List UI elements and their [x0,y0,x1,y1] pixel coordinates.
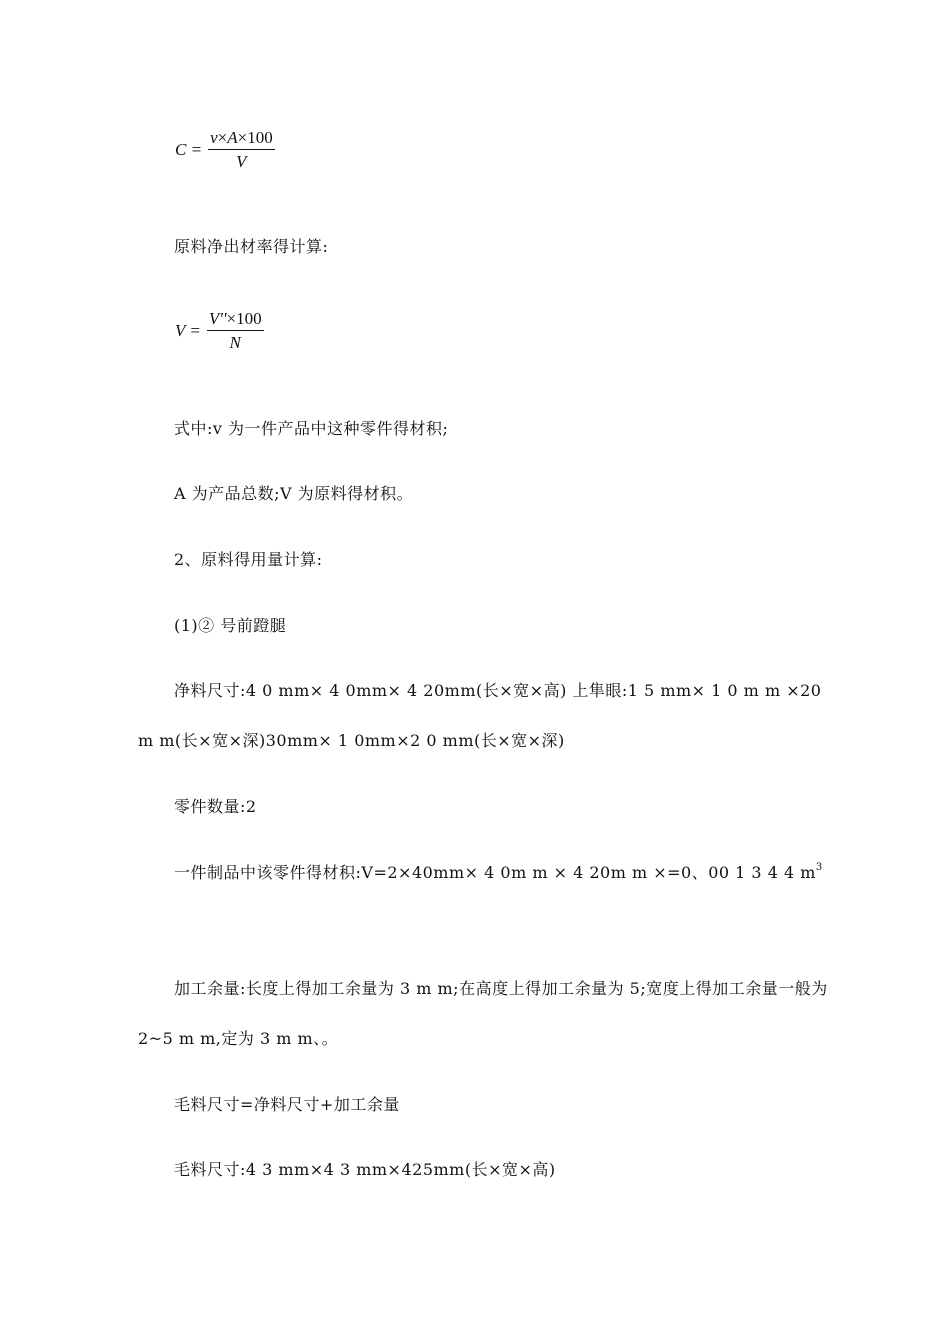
numerator [207,309,264,331]
allowance-paragraph: 加工余量:长度上得加工余量为 3 m m;在高度上得加工余量为 5;宽度上得加工余量一般为 2~5 m m,定为 3 m m、。 [138,979,828,1048]
formula-lhs: V = [175,321,201,340]
item-title: (1)② 号前蹬腿 [174,616,287,635]
part-quantity: 零件数量:2 [174,797,257,816]
cubic-superscript: 3 [815,862,823,873]
times-sign: × [217,128,228,147]
where-line-2: A 为产品总数;V 为原料得材积。 [174,484,414,503]
var-v: v [210,128,218,147]
formula-net-yield [175,309,264,353]
net-size-paragraph: 净料尺寸:4 0 mm× 4 0mm× 4 20mm(长×宽×高) 上隼眼:1 5 mm× 1 0 m m ×20 m m(长×宽×深)30mm× 1 0mm×2 0 mm(长×宽×深) [138,681,822,750]
denominator: V [236,152,247,171]
var-v-double-prime: V'' [208,309,227,328]
formula-lhs: C = [175,140,203,159]
times-sign: × [226,309,237,328]
var-A: A [227,128,238,147]
times-sign: × [237,128,248,147]
fraction [208,128,275,172]
numerator [208,128,275,150]
volume-paragraph [138,848,838,898]
formula-material-yield [175,128,275,172]
section-title: 2、原料得用量计算: [174,550,323,569]
where-line-1: 式中:v 为一件产品中这种零件得材积; [174,419,449,438]
fraction [207,309,264,353]
rough-size: 毛料尺寸:4 3 mm×4 3 mm×425mm(长×宽×高) [174,1160,556,1179]
rough-size-formula: 毛料尺寸=净料尺寸+加工余量 [174,1095,400,1114]
volume-text: 一件制品中该零件得材积:V=2×40mm× 4 0m m × 4 20m m ×=0、00 1 3 4 4 m [174,863,816,882]
denominator: N [229,333,241,352]
heading-net-yield: 原料净出材率得计算: [174,237,329,256]
number-100: 100 [236,309,262,328]
number-100: 100 [247,128,273,147]
